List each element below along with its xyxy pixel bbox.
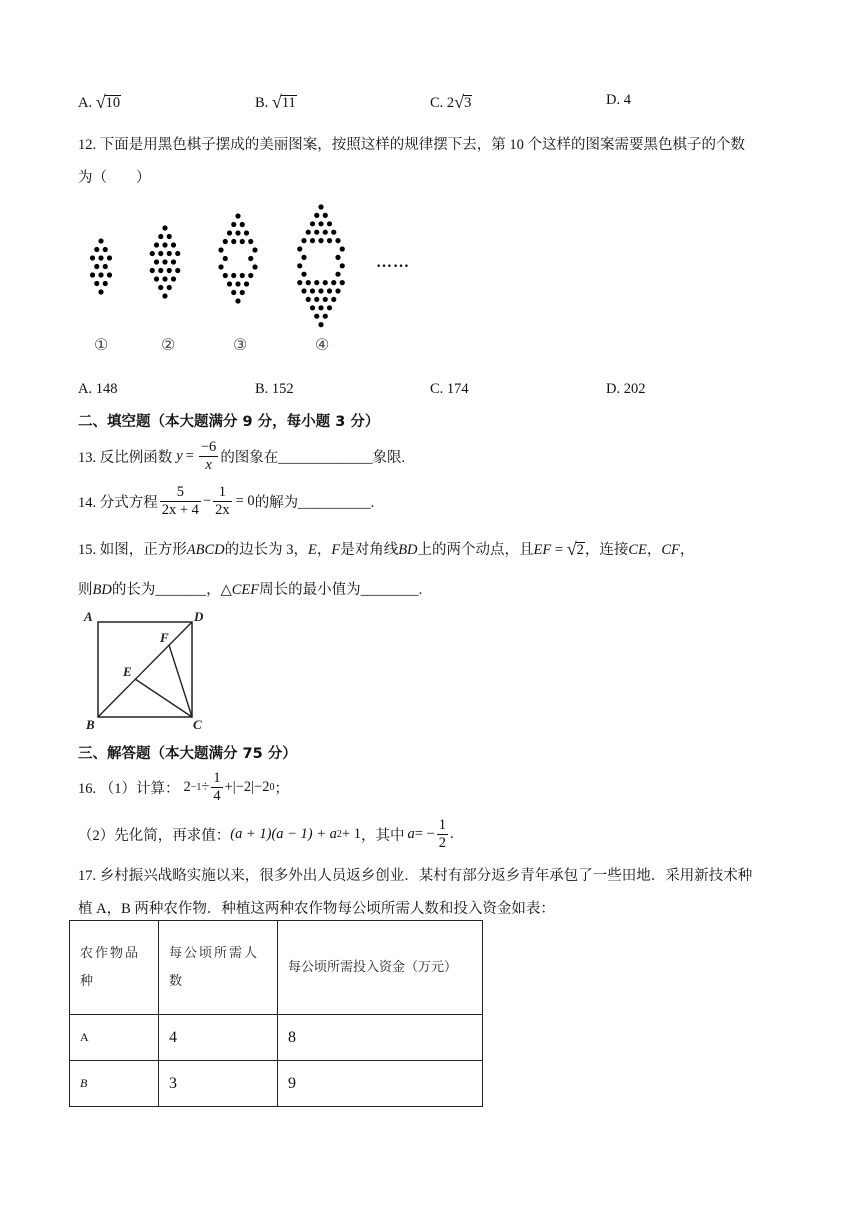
chess-pattern-figure bbox=[0, 195, 860, 365]
pattern-4-piece bbox=[306, 230, 311, 235]
sqrt-radicand: 11 bbox=[281, 95, 296, 111]
pattern-3-piece bbox=[235, 213, 240, 218]
square-geometry-figure bbox=[78, 608, 218, 734]
q12-option-d: D. 202 bbox=[606, 381, 646, 397]
pattern-3-piece bbox=[231, 290, 236, 295]
table-row bbox=[70, 1015, 483, 1061]
pattern-2-piece bbox=[162, 242, 167, 247]
pattern-4-piece bbox=[335, 288, 340, 293]
pattern-4-piece bbox=[306, 280, 311, 285]
pattern-2-piece bbox=[175, 268, 180, 273]
pattern-2-piece bbox=[154, 242, 159, 247]
diagonal-bd bbox=[98, 622, 192, 717]
table-cell: B bbox=[70, 1061, 159, 1107]
pattern-4-piece bbox=[331, 230, 336, 235]
point-e-label: E bbox=[123, 664, 132, 679]
pattern-1-piece bbox=[107, 255, 112, 260]
pattern-3-piece bbox=[227, 230, 232, 235]
pattern-3-piece bbox=[252, 264, 257, 269]
pattern-4-piece bbox=[323, 213, 328, 218]
pattern-ellipsis: …… bbox=[376, 254, 410, 271]
pattern-3-piece bbox=[218, 247, 223, 252]
pattern-4-piece bbox=[318, 221, 323, 226]
pattern-4-piece bbox=[310, 221, 315, 226]
pattern-4-piece bbox=[335, 238, 340, 243]
pattern-4-piece bbox=[314, 213, 319, 218]
pattern-3-piece bbox=[235, 298, 240, 303]
pattern-4-piece bbox=[297, 263, 302, 268]
table-row bbox=[70, 1061, 483, 1107]
question-16-part-2: （2）先化简，再求值： (a + 1)(a − 1) + a 2 + 1 ，其中 a = − $\frac{1}{2}$ . bbox=[78, 816, 454, 851]
pattern-3-piece bbox=[248, 256, 253, 261]
pattern-1-piece bbox=[90, 255, 95, 260]
pattern-caption-3: ③ bbox=[233, 337, 248, 354]
pattern-3-piece bbox=[235, 281, 240, 286]
pattern-4-piece bbox=[310, 288, 315, 293]
question-17-line1: 17. 乡村振兴战略实施以来，很多外出人员返乡创业．某村有部分返乡青年承包了一些田地．采用新技术种 bbox=[78, 868, 753, 884]
fraction: $\frac{1}{2x}$ bbox=[215, 483, 230, 518]
table-cell: A bbox=[70, 1015, 159, 1061]
question-12-text: 12. 下面是用黑色棋子摆成的美丽图案，按照这样的规律摆下去，第 10 个这样的图案需要黑色棋子的个数 bbox=[78, 137, 745, 153]
pattern-3-piece bbox=[235, 230, 240, 235]
vertex-d-label: D bbox=[194, 609, 204, 624]
pattern-1-piece bbox=[98, 272, 103, 277]
option-c: C. 2√3 bbox=[430, 92, 472, 112]
pattern-3-piece bbox=[244, 230, 249, 235]
pattern-2-piece bbox=[171, 276, 176, 281]
pattern-3-piece bbox=[248, 273, 253, 278]
pattern-3-piece bbox=[252, 247, 257, 252]
pattern-4-piece bbox=[318, 288, 323, 293]
pattern-3-piece bbox=[240, 239, 245, 244]
pattern-1-piece bbox=[94, 281, 99, 286]
pattern-1-piece bbox=[98, 255, 103, 260]
pattern-4-piece bbox=[310, 238, 315, 243]
pattern-4-piece bbox=[301, 272, 306, 277]
table-header-cell: 每公顷所需人数 bbox=[159, 921, 278, 1015]
pattern-4-piece bbox=[310, 305, 315, 310]
pattern-4-piece bbox=[318, 238, 323, 243]
pattern-4-piece bbox=[335, 255, 340, 260]
pattern-1-piece bbox=[103, 264, 108, 269]
sqrt-radicand: 3 bbox=[464, 95, 472, 111]
table-cell: 4 bbox=[159, 1015, 278, 1061]
pattern-caption-2: ② bbox=[161, 337, 176, 354]
pattern-3-piece bbox=[231, 222, 236, 227]
question-14: 14. 分式方程 $\frac{5}{2x + 4}$ − $\frac{1}{2x}$ = 0 的解为__________. bbox=[78, 483, 375, 518]
pattern-3-piece bbox=[223, 273, 228, 278]
pattern-2-piece bbox=[150, 268, 155, 273]
pattern-3-piece bbox=[227, 281, 232, 286]
pattern-2-piece bbox=[167, 234, 172, 239]
sqrt-radicand: 10 bbox=[105, 95, 121, 111]
pattern-3-piece bbox=[248, 239, 253, 244]
section-3-heading: 三、解答题（本大题满分 75 分） bbox=[78, 746, 297, 762]
fraction: $\frac{1}{4}$ bbox=[213, 769, 221, 804]
pattern-4-piece bbox=[314, 280, 319, 285]
q12-option-c: C. 174 bbox=[430, 381, 469, 397]
pattern-1-piece bbox=[98, 289, 103, 294]
crop-data-table bbox=[69, 920, 483, 1107]
pattern-3-piece bbox=[231, 239, 236, 244]
question-17-line2: 植 A，B 两种农作物．种植这两种农作物每公顷所需人数和投入资金如表： bbox=[78, 901, 555, 917]
pattern-4-piece bbox=[323, 314, 328, 319]
pattern-3-piece bbox=[223, 239, 228, 244]
pattern-2-piece bbox=[167, 251, 172, 256]
pattern-2-piece bbox=[158, 268, 163, 273]
question-15-line2: 则BD的长为_______，△CEF周长的最小值为________. bbox=[78, 582, 423, 598]
vertex-c-label: C bbox=[193, 717, 202, 732]
pattern-4-piece bbox=[340, 280, 345, 285]
pattern-2-piece bbox=[162, 276, 167, 281]
pattern-1-piece bbox=[107, 272, 112, 277]
pattern-4-piece bbox=[331, 280, 336, 285]
question-15-line1: 15. 如图，正方形ABCD的边长为 3，E，F是对角线BD上的两个动点，且EF = √2，连接CE，CF， bbox=[78, 539, 695, 559]
pattern-2-piece bbox=[167, 285, 172, 290]
segment-ce bbox=[135, 679, 192, 717]
pattern-3-piece bbox=[223, 256, 228, 261]
q12-option-a: A. 148 bbox=[78, 381, 118, 397]
pattern-4-piece bbox=[306, 297, 311, 302]
pattern-1-piece bbox=[94, 264, 99, 269]
q12-option-b: B. 152 bbox=[255, 381, 294, 397]
question-13: 13. 反比例函数 y = $\frac{-6}{x}$ 的图象在_____________象限. bbox=[78, 438, 406, 473]
pattern-1-piece bbox=[98, 238, 103, 243]
pattern-3-piece bbox=[240, 222, 245, 227]
pattern-4-piece bbox=[335, 272, 340, 277]
pattern-2-piece bbox=[154, 276, 159, 281]
vertex-a-label: A bbox=[84, 609, 93, 624]
fraction: $\frac{5}{2x + 4}$ bbox=[161, 483, 199, 518]
pattern-1-piece bbox=[90, 272, 95, 277]
pattern-2-piece bbox=[167, 268, 172, 273]
pattern-1-piece bbox=[103, 281, 108, 286]
pattern-1-piece bbox=[103, 247, 108, 252]
pattern-3-piece bbox=[218, 264, 223, 269]
pattern-4-piece bbox=[323, 230, 328, 235]
table-cell: 8 bbox=[278, 1015, 483, 1061]
pattern-2-piece bbox=[162, 259, 167, 264]
pattern-4-piece bbox=[318, 305, 323, 310]
pattern-2-piece bbox=[171, 259, 176, 264]
pattern-4-piece bbox=[340, 263, 345, 268]
pattern-2-piece bbox=[158, 285, 163, 290]
pattern-4-piece bbox=[331, 297, 336, 302]
pattern-caption-1: ① bbox=[94, 337, 109, 354]
pattern-4-piece bbox=[314, 230, 319, 235]
pattern-4-piece bbox=[301, 288, 306, 293]
question-12-choice: 为（ ） bbox=[78, 170, 151, 186]
pattern-4-piece bbox=[314, 297, 319, 302]
section-2-heading: 二、填空题（本大题满分 9 分，每小题 3 分） bbox=[78, 414, 380, 430]
pattern-2-piece bbox=[162, 293, 167, 298]
pattern-2-piece bbox=[175, 251, 180, 256]
pattern-4-piece bbox=[323, 297, 328, 302]
pattern-4-piece bbox=[327, 238, 332, 243]
pattern-2-piece bbox=[150, 251, 155, 256]
pattern-caption-4: ④ bbox=[315, 337, 330, 354]
option-a: A. √10 bbox=[78, 92, 121, 112]
fraction: $\frac{-6}{x}$ bbox=[200, 438, 217, 473]
pattern-3-piece bbox=[240, 290, 245, 295]
pattern-2-piece bbox=[171, 242, 176, 247]
option-b: B. √11 bbox=[255, 92, 296, 112]
fraction: $\frac{1}{2}$ bbox=[438, 816, 446, 851]
pattern-4-piece bbox=[318, 322, 323, 327]
pattern-4-piece bbox=[318, 204, 323, 209]
pattern-2-piece bbox=[158, 251, 163, 256]
pattern-3-piece bbox=[231, 273, 236, 278]
pattern-4-piece bbox=[327, 221, 332, 226]
option-d: D. 4 bbox=[606, 92, 631, 108]
point-f-label: F bbox=[160, 630, 169, 645]
table-cell: 9 bbox=[278, 1061, 483, 1107]
pattern-1-piece bbox=[94, 247, 99, 252]
table-header-row bbox=[70, 921, 483, 1015]
pattern-4-piece bbox=[327, 305, 332, 310]
table-header-cell: 每公顷所需投入资金（万元） bbox=[278, 921, 483, 1015]
pattern-2-piece bbox=[154, 259, 159, 264]
pattern-4-piece bbox=[340, 246, 345, 251]
pattern-4-piece bbox=[297, 246, 302, 251]
pattern-4-piece bbox=[323, 280, 328, 285]
pattern-2-piece bbox=[162, 225, 167, 230]
pattern-4-piece bbox=[314, 314, 319, 319]
table-cell: 3 bbox=[159, 1061, 278, 1107]
pattern-4-piece bbox=[327, 288, 332, 293]
question-16-part-1: 16. （1）计算： 2 −1 ÷ $\frac{1}{4}$ + |−2| − 2 0 ； bbox=[78, 769, 289, 804]
pattern-4-piece bbox=[297, 280, 302, 285]
table-header-cell: 农作物品种 bbox=[70, 921, 159, 1015]
pattern-2-piece bbox=[158, 234, 163, 239]
pattern-4-piece bbox=[301, 255, 306, 260]
pattern-4-piece bbox=[301, 238, 306, 243]
pattern-3-piece bbox=[240, 273, 245, 278]
pattern-3-piece bbox=[244, 281, 249, 286]
segment-cf bbox=[169, 645, 192, 717]
vertex-b-label: B bbox=[86, 717, 95, 732]
